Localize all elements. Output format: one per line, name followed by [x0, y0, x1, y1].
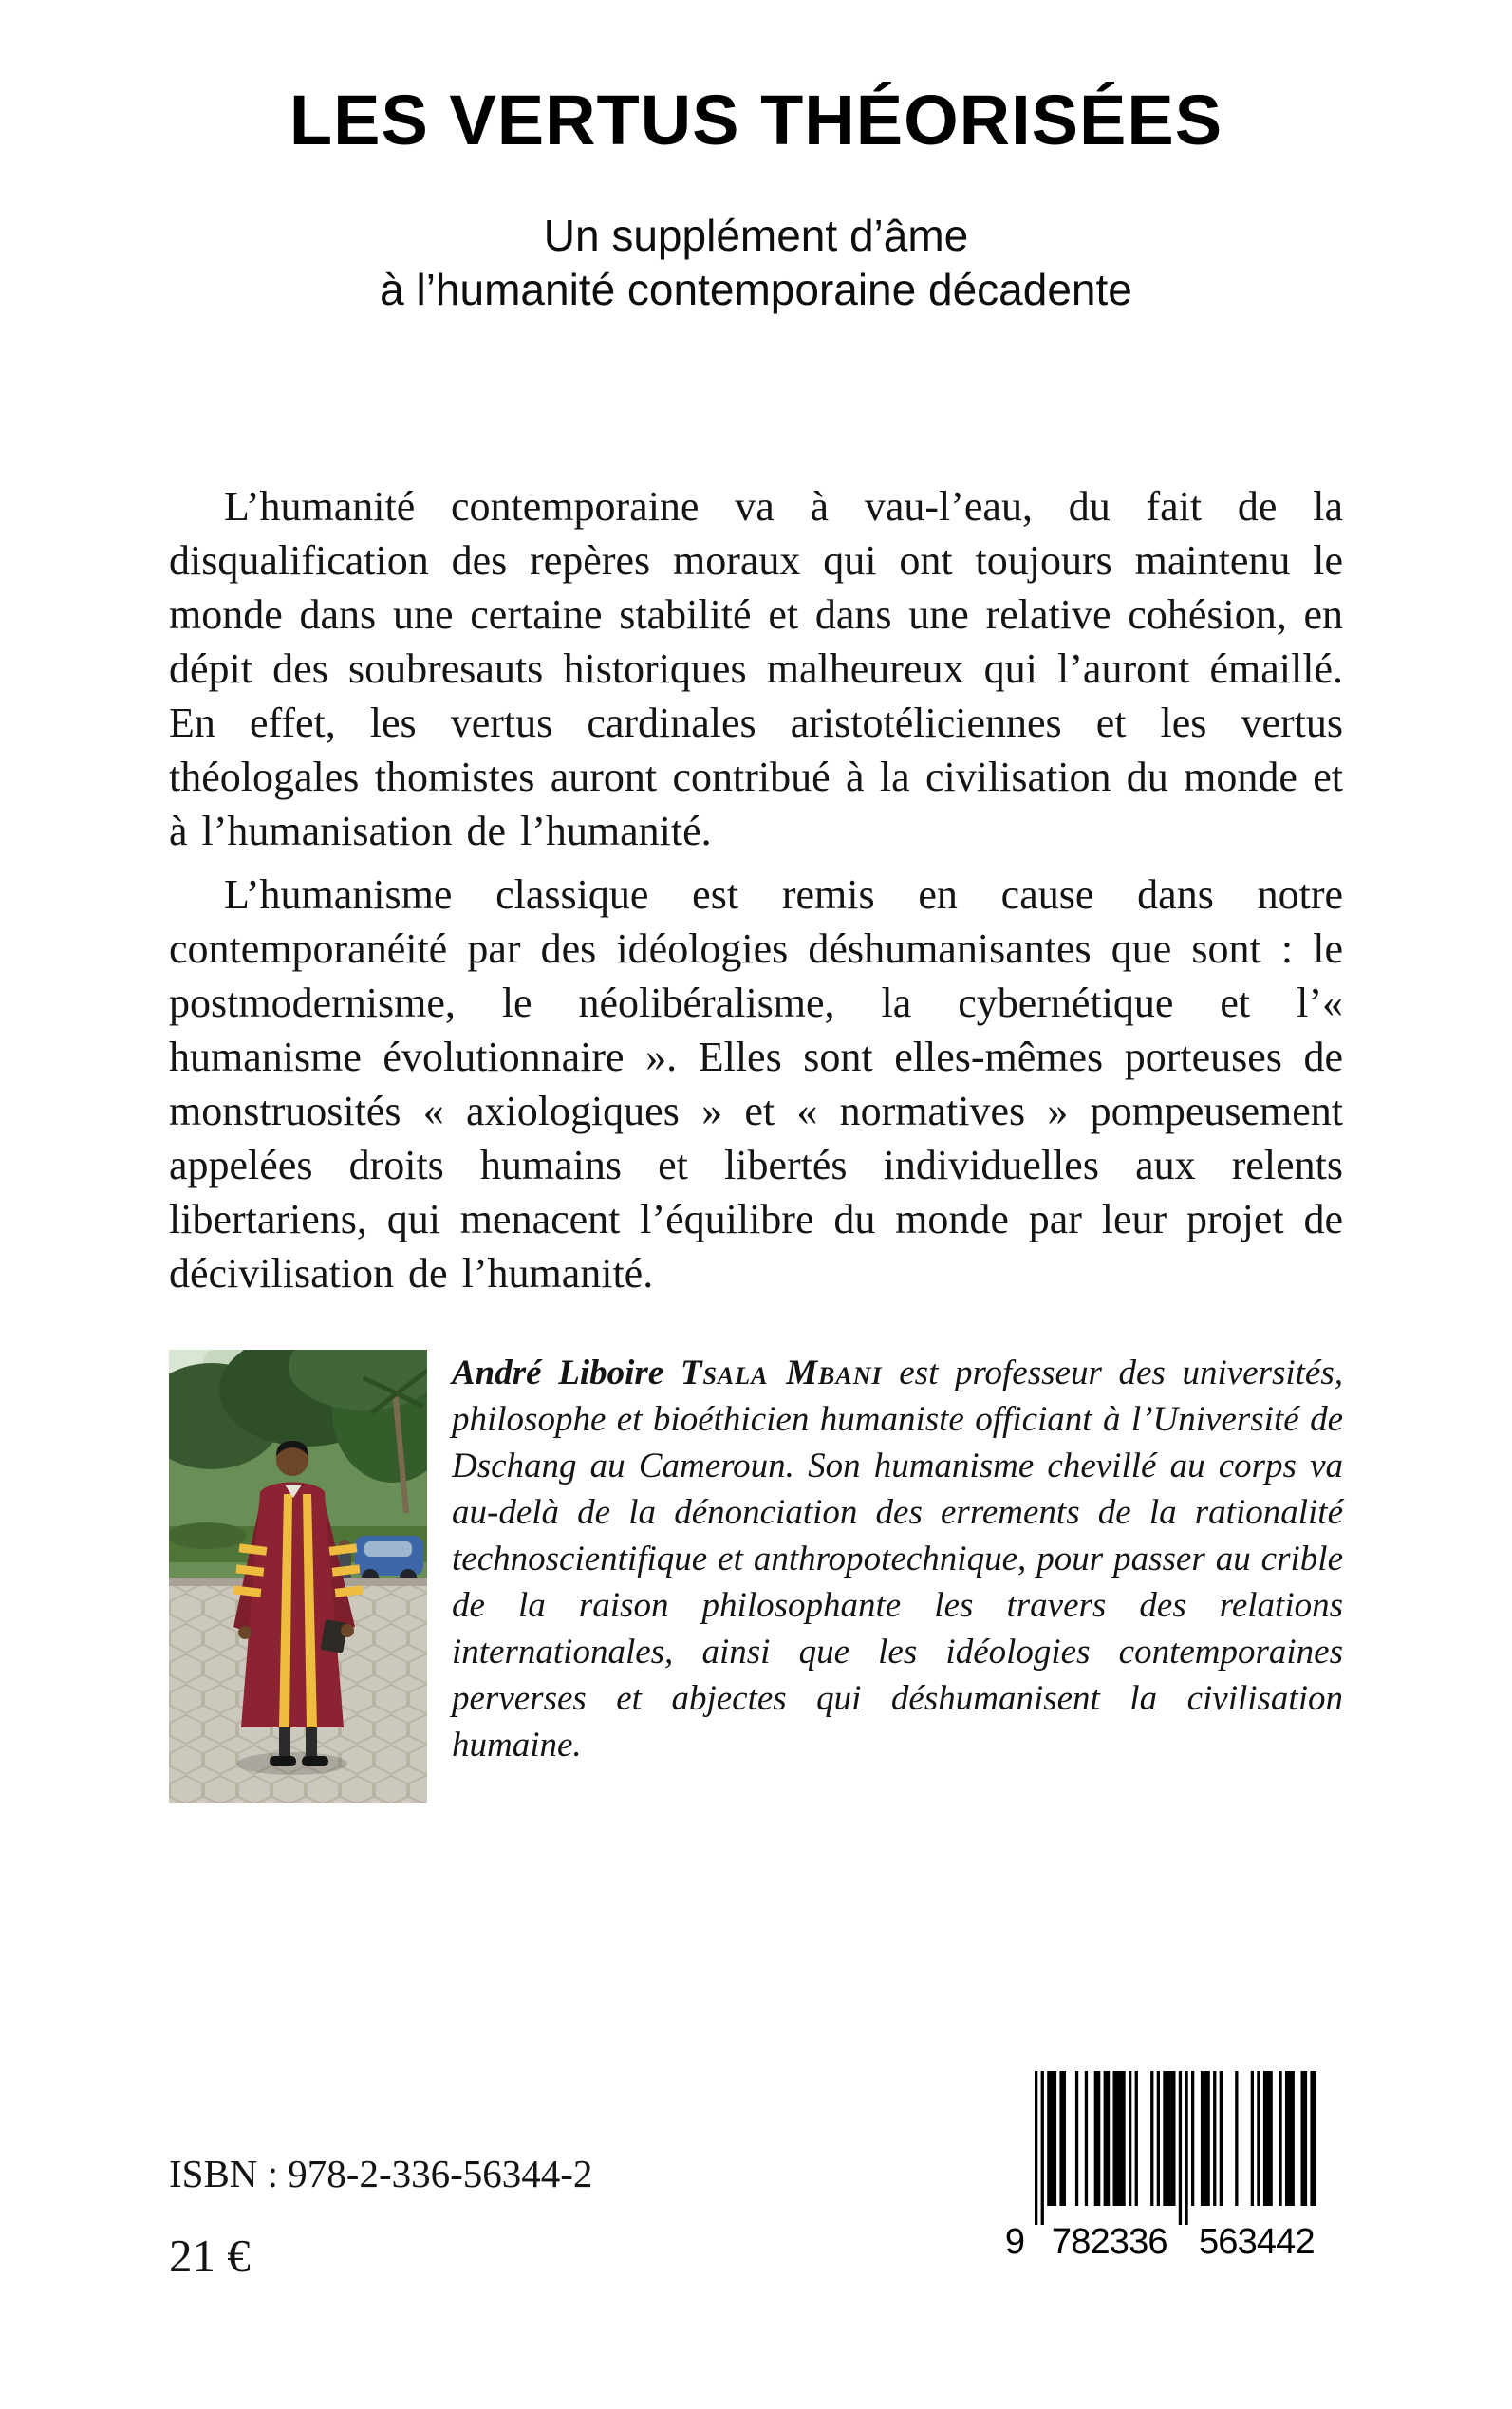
isbn-text: ISBN : 978-2-336-56344-2: [169, 2152, 593, 2195]
ean13-barcode: [999, 2071, 1346, 2263]
author-photo-illustration: [169, 1350, 427, 1803]
book-title: LES VERTUS THÉORISÉES: [289, 81, 1223, 159]
synopsis-paragraph-1: L’humanité contemporaine va à vau-l’eau, du fait de la disqualification des repères moraux qui ont toujours maintenu le monde dans une certaine stabilité et dans une relative cohésion, en dépit des soubresauts historiques malheureux qui l’auront émaillé. En effet, les vertus cardinales aristotéliciennes et les vertus théologales thomistes auront contribué à la civilisation du monde et à l’humanisation de l’humanité.: [169, 482, 1343, 854]
synopsis: [169, 479, 1343, 1300]
subtitle-line-1: Un supplément d’âme: [543, 210, 969, 260]
synopsis-paragraph-2: L’humanisme classique est remis en cause dans notre contemporanéité par des idéologies déshumanisantes que sont : le postmodernisme, le néolibéralisme, la cybernétique et l’« humanisme évolutionnaire ». Elles sont elles-mêmes porteuses de monstruosités « axiologiques » et « normatives » pompeusement appelées droits humains et libertés individuelles aux relents libertariens, qui menacent l’équilibre du monde par leur projet de décivilisation de l’humanité.: [169, 870, 1343, 1297]
book-subtitle: [169, 209, 1343, 318]
barcode-bars: [999, 2071, 1346, 2263]
subtitle-line-2: à l’humanité contemporaine décadente: [380, 265, 1132, 315]
author-bio-text: [452, 1350, 1343, 1768]
price-text: 21 €: [169, 2230, 251, 2282]
author-bio-body: est professeur des universités, philosophe et bioéthicien humaniste officiant à l’Université de Dschang au Cameroun. Son humanisme chevillé au corps va au-delà de la dénonciation des errements de la rationalité technoscientifique et anthropotechnique, pour passer au crible de la raison philosophante les travers des relations internationales, ainsi que les idéologies contemporaines perverses et abjectes qui déshumanisent la civilisation humaine.: [452, 1353, 1344, 1765]
author-name: André Liboire: [452, 1353, 681, 1392]
author-section: [169, 1350, 1343, 1803]
svg-text:782336: 782336: [1051, 2222, 1168, 2262]
author-photo: [169, 1350, 427, 1803]
svg-text:563442: 563442: [1199, 2222, 1316, 2262]
author-surname: Tsala Mbani: [680, 1353, 883, 1392]
svg-text:9: 9: [1004, 2222, 1025, 2262]
